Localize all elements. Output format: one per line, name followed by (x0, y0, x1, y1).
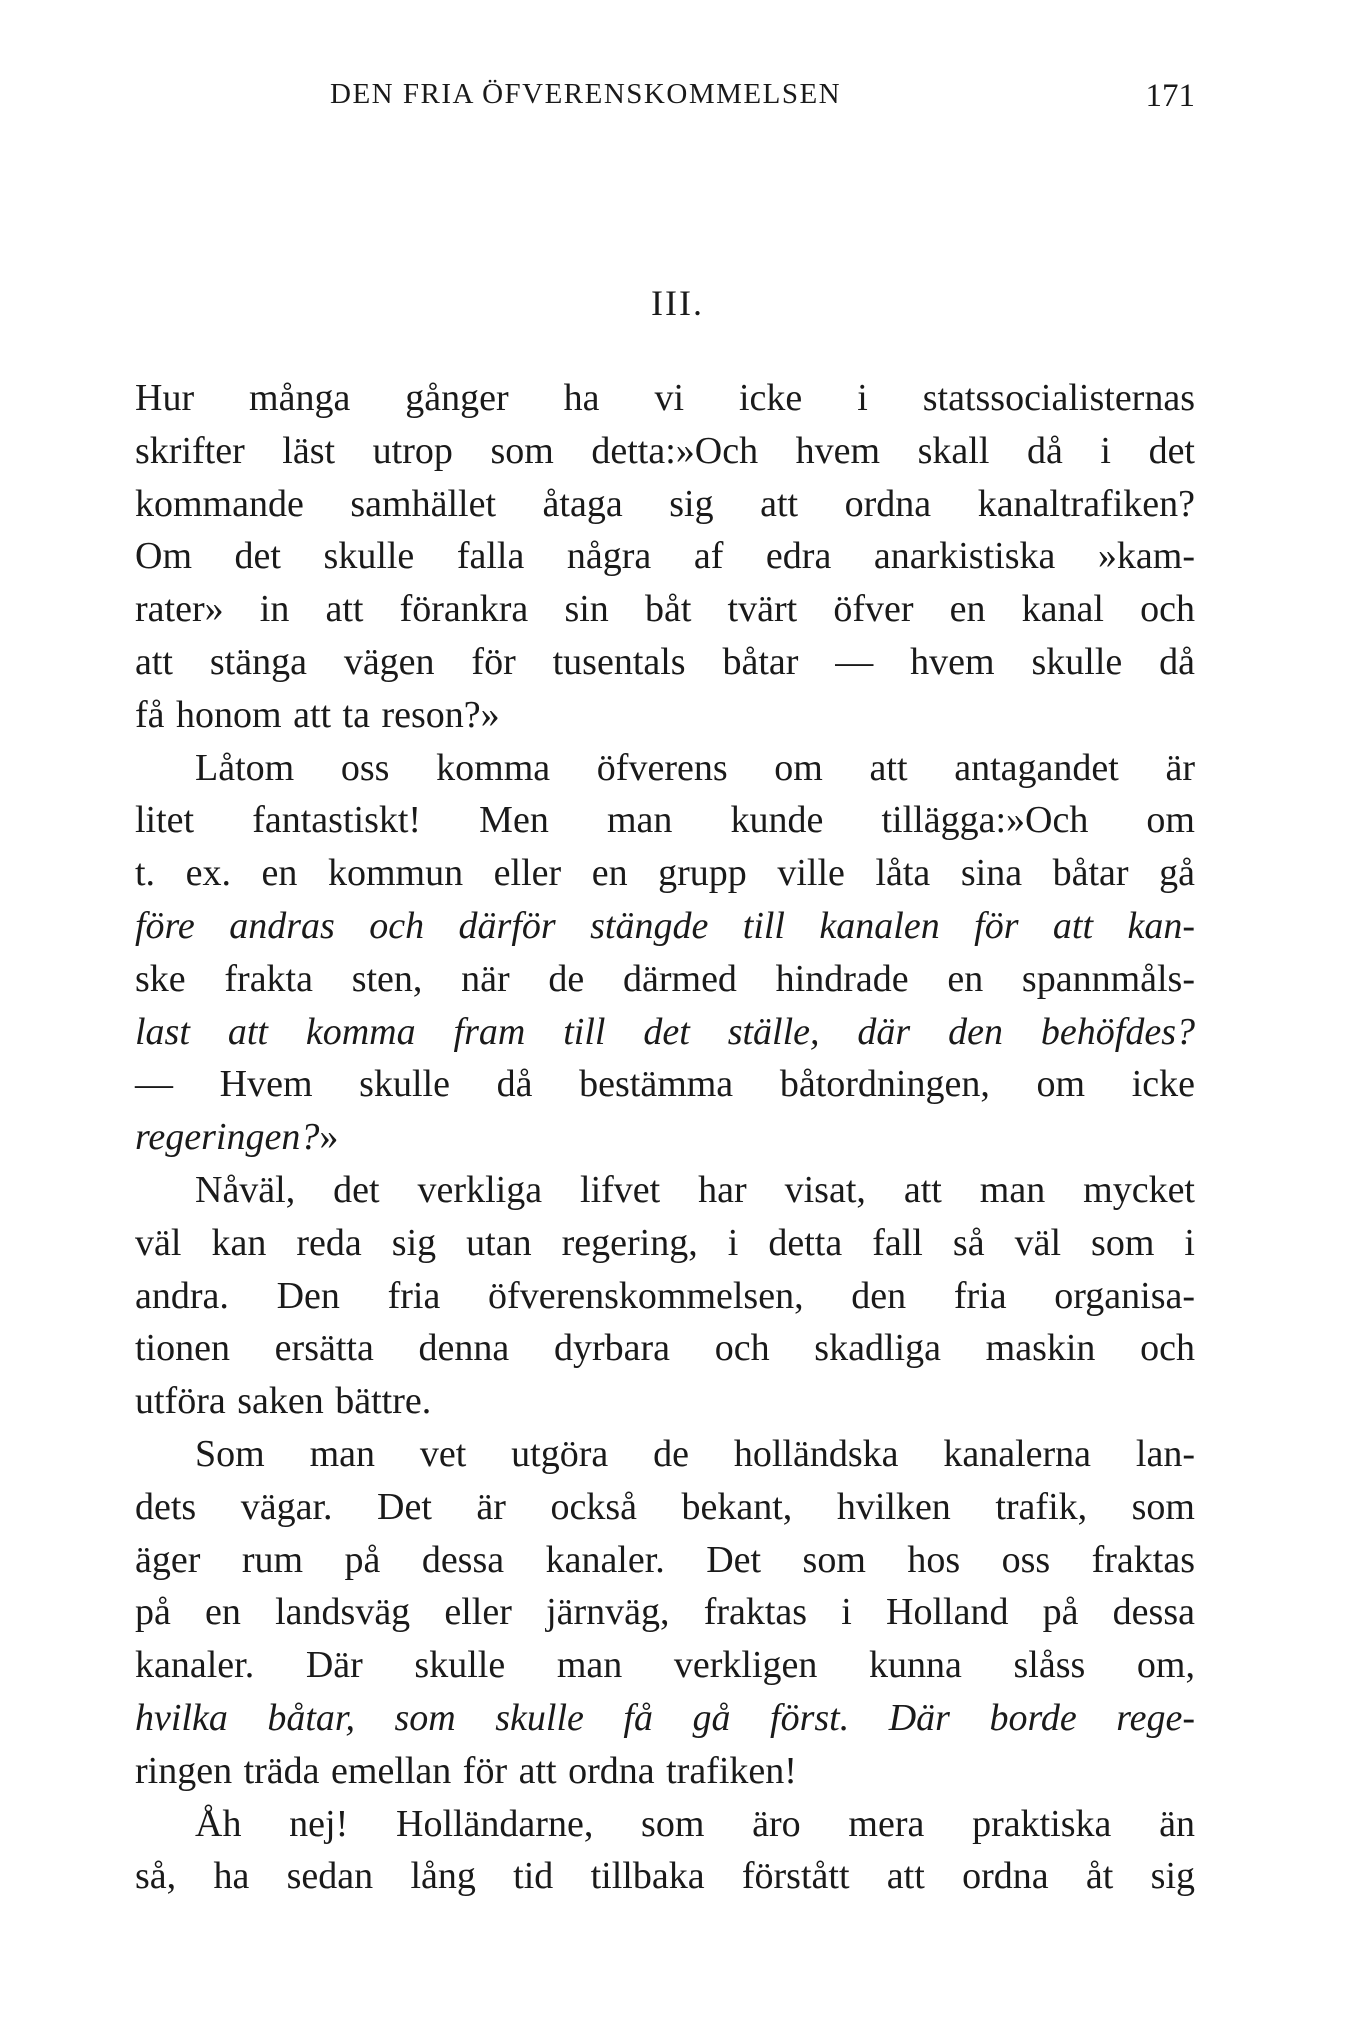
text-line (135, 1692, 1195, 1745)
text-segment: på en landsväg eller järnväg, fraktas i Holland på dessa (135, 1591, 1195, 1634)
text-line (135, 1428, 1195, 1481)
text-segment: regeringen? (135, 1116, 320, 1159)
text-line (135, 900, 1195, 953)
text-line (135, 953, 1195, 1006)
text-line (135, 1375, 1195, 1428)
text-line (135, 1006, 1195, 1059)
text-segment: skrifter läst utrop som detta:»Och hvem skall då i det (135, 429, 1195, 472)
text-line (135, 425, 1195, 478)
text-segment: Nåväl, det verkliga lifvet har visat, att man mycket (195, 1168, 1195, 1211)
text-line (135, 1481, 1195, 1534)
text-segment: hvilka båtar, som skulle få gå först. Där borde rege- (135, 1696, 1195, 1739)
text-line (135, 1322, 1195, 1375)
text-line (135, 689, 1195, 742)
text-line (135, 794, 1195, 847)
text-segment: få honom att ta reson?» (135, 693, 500, 736)
text-segment: ringen träda emellan för att ordna trafiken! (135, 1749, 797, 1792)
section-number: III. (651, 283, 704, 323)
text-line (135, 1058, 1195, 1111)
text-segment: last att komma fram till det ställe, där den behöfdes? (135, 1010, 1195, 1053)
text-line (135, 530, 1195, 583)
text-line (135, 847, 1195, 900)
text-segment: före andras och därför stängde till kanalen för att kan- (135, 904, 1195, 947)
text-segment: » (319, 1116, 339, 1159)
text-segment: — Hvem skulle då bestämma båtordningen, om icke (135, 1063, 1195, 1106)
text-segment: dets vägar. Det är också bekant, hvilken trafik, som (135, 1485, 1195, 1528)
text-line (135, 1270, 1195, 1323)
text-line (135, 1850, 1195, 1903)
text-line (135, 1586, 1195, 1639)
text-segment: så, ha sedan lång tid tillbaka förstått att ordna åt sig (135, 1855, 1195, 1898)
text-line (135, 636, 1195, 689)
text-line (135, 1745, 1195, 1798)
body-text (135, 372, 1195, 1903)
text-line (135, 1534, 1195, 1587)
page-number: 171 (1145, 78, 1195, 114)
text-line (135, 742, 1195, 795)
text-segment: utföra saken bättre. (135, 1380, 432, 1423)
text-line (135, 1111, 1195, 1164)
running-head (135, 78, 1195, 128)
text-line (135, 1164, 1195, 1217)
text-segment: rater» in att förankra sin båt tvärt öfver en kanal och (135, 588, 1195, 631)
text-line (135, 478, 1195, 531)
text-line (135, 1639, 1195, 1692)
text-line (135, 1798, 1195, 1851)
text-segment: andra. Den fria öfverenskommelsen, den fria organisa- (135, 1274, 1195, 1317)
text-segment: ske frakta sten, när de därmed hindrade en spannmåls- (135, 957, 1195, 1000)
text-line (135, 1217, 1195, 1270)
text-segment: kanaler. Där skulle man verkligen kunna slåss om, (135, 1644, 1195, 1687)
text-segment: väl kan reda sig utan regering, i detta fall så väl som i (135, 1221, 1195, 1264)
text-segment: Åh nej! Holländarne, som äro mera praktiska än (195, 1802, 1195, 1845)
text-segment: Som man vet utgöra de holländska kanalerna lan- (195, 1432, 1195, 1475)
text-segment: Hur många gånger ha vi icke i statssocialisternas (135, 377, 1195, 419)
running-title: DEN FRIA ÖFVERENSKOMMELSEN (330, 78, 842, 110)
text-segment: Låtom oss komma öfverens om att antagandet är (195, 746, 1195, 789)
text-segment: kommande samhället åtaga sig att ordna kanaltrafiken? (135, 482, 1195, 525)
text-line (135, 372, 1195, 425)
text-segment: t. ex. en kommun eller en grupp ville låta sina båtar gå (135, 852, 1195, 895)
text-segment: Om det skulle falla några af edra anarkistiska »kam- (135, 535, 1195, 578)
text-segment: litet fantastiskt! Men man kunde tillägga:»Och om (135, 799, 1195, 842)
text-segment: att stänga vägen för tusentals båtar — hvem skulle då (135, 640, 1195, 683)
text-segment: äger rum på dessa kanaler. Det som hos oss fraktas (135, 1538, 1195, 1581)
text-line (135, 583, 1195, 636)
text-segment: tionen ersätta denna dyrbara och skadliga maskin och (135, 1327, 1195, 1370)
